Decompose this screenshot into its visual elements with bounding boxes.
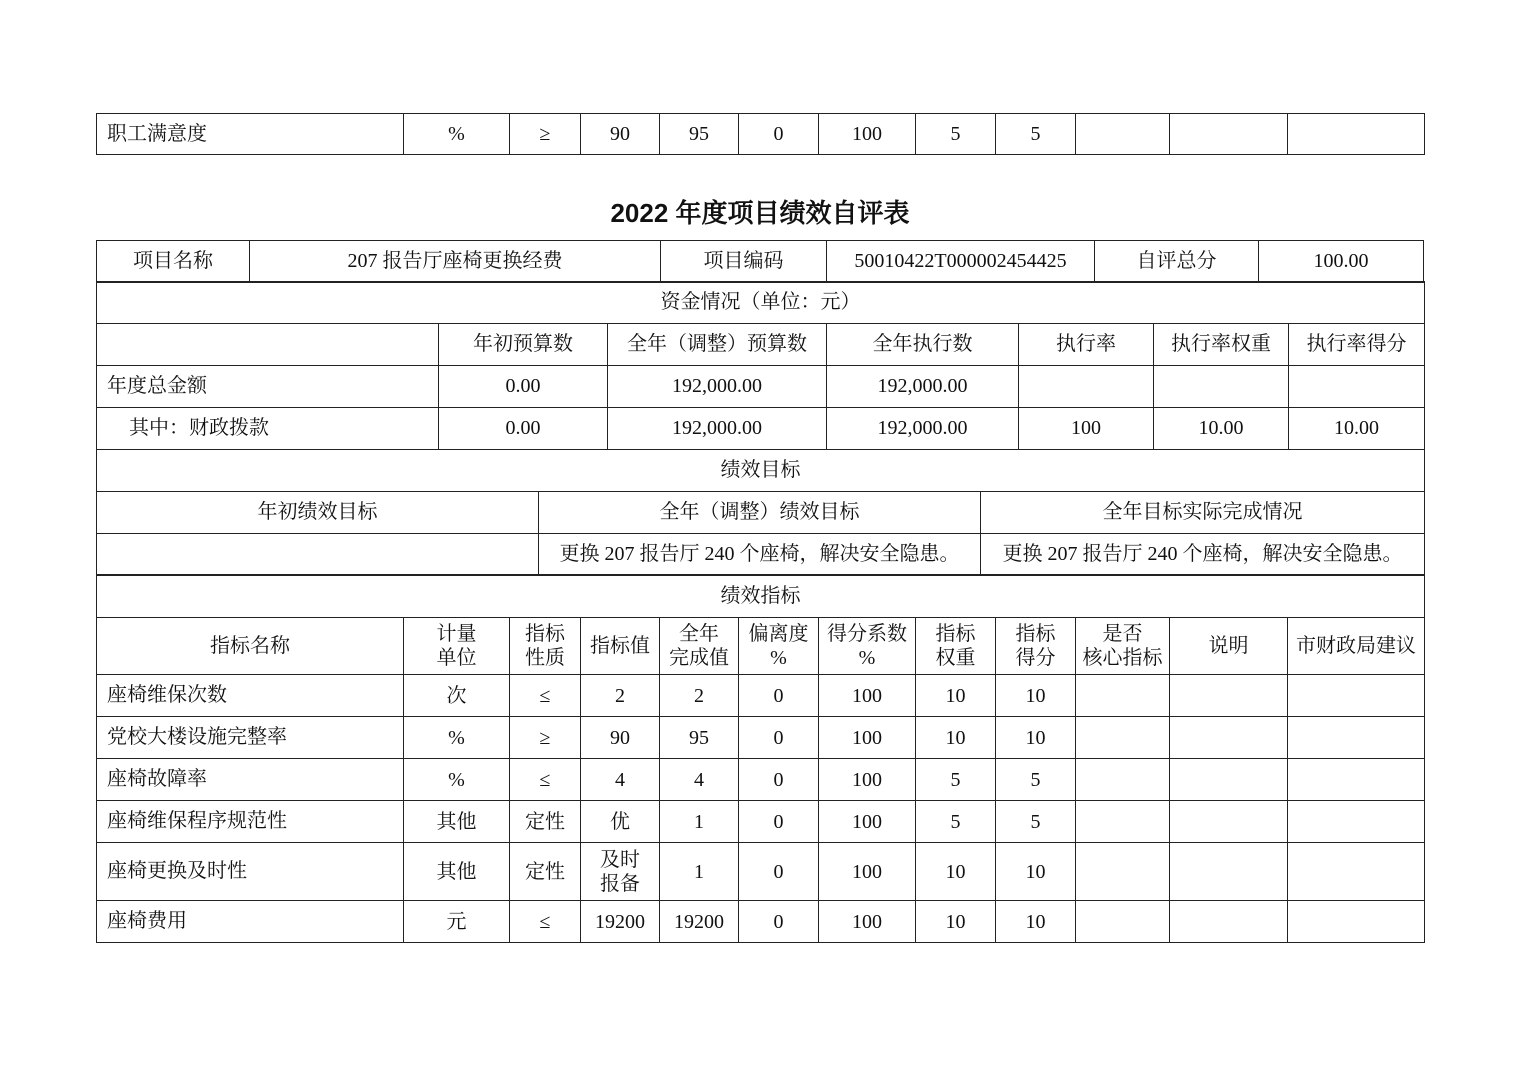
project-row [97, 241, 1424, 283]
project-code-label: 项目编码 [661, 241, 827, 283]
table-cell [1170, 801, 1288, 843]
project-info-table [96, 240, 1424, 283]
table-cell: 100 [819, 759, 916, 801]
table-cell: 10 [916, 717, 996, 759]
section-header [97, 450, 1425, 492]
column-header [97, 324, 439, 366]
goals-header-row [97, 492, 1425, 534]
table-cell: 100 [819, 717, 916, 759]
table-cell: 4 [581, 759, 660, 801]
indicator-row [97, 801, 1425, 843]
table-cell: 10 [996, 843, 1076, 901]
table-cell [1076, 901, 1170, 943]
table-cell: 4 [660, 759, 739, 801]
table-cell: 座椅更换及时性 [97, 843, 404, 901]
table-cell: 1 [660, 843, 739, 901]
funds-row [97, 408, 1425, 450]
table-cell: 0 [739, 901, 819, 943]
column-header: 指标 权重 [916, 618, 996, 675]
column-header: 得分系数 % [819, 618, 916, 675]
table-cell [1076, 843, 1170, 901]
table-cell: 1 [660, 801, 739, 843]
table-cell: 5 [996, 801, 1076, 843]
column-header: 全年（调整）预算数 [608, 324, 827, 366]
table-cell: 100 [819, 801, 916, 843]
column-header: 指标 性质 [510, 618, 581, 675]
table-cell: 100 [819, 114, 916, 155]
goal-text: 更换 207 报告厅 240 个座椅，解决安全隐患。 [539, 534, 981, 576]
table-cell: 100 [1019, 408, 1154, 450]
table-cell [1288, 717, 1425, 759]
table-cell [1170, 717, 1288, 759]
table-cell [1288, 114, 1425, 155]
table-cell: 10 [996, 901, 1076, 943]
table-cell: 0.00 [439, 408, 608, 450]
table-cell: 90 [581, 717, 660, 759]
goal-text [97, 534, 539, 576]
column-header: 执行率权重 [1154, 324, 1289, 366]
indicator-row [97, 675, 1425, 717]
column-header: 年初预算数 [439, 324, 608, 366]
table-cell: 其他 [404, 801, 510, 843]
column-header: 说明 [1170, 618, 1288, 675]
table-cell: % [404, 717, 510, 759]
table-cell: ≥ [510, 717, 581, 759]
column-header: 市财政局建议 [1288, 618, 1425, 675]
column-header: 指标名称 [97, 618, 404, 675]
table-cell: 定性 [510, 843, 581, 901]
table-cell [1170, 759, 1288, 801]
column-header: 全年执行数 [827, 324, 1019, 366]
table-cell: 192,000.00 [608, 408, 827, 450]
table-cell: % [404, 114, 510, 155]
table-row [97, 114, 1425, 155]
table-cell: 5 [916, 114, 996, 155]
table-cell: 2 [660, 675, 739, 717]
table-cell [1170, 675, 1288, 717]
table-cell: 10 [916, 675, 996, 717]
table-cell: 0 [739, 843, 819, 901]
table-cell: 0 [739, 801, 819, 843]
column-header: 是否 核心指标 [1076, 618, 1170, 675]
table-cell: 10 [996, 675, 1076, 717]
indicators-header-row [97, 618, 1425, 675]
goals-section-title: 绩效目标 [97, 450, 1425, 492]
table-cell: 座椅维保次数 [97, 675, 404, 717]
table-cell: ≤ [510, 759, 581, 801]
table-cell [1288, 801, 1425, 843]
table-cell [1076, 675, 1170, 717]
table-cell: ≥ [510, 114, 581, 155]
indicators-section-title: 绩效指标 [97, 575, 1425, 618]
table-cell: 座椅故障率 [97, 759, 404, 801]
table-cell: 0 [739, 114, 819, 155]
project-code: 50010422T000002454425 [827, 241, 1095, 283]
column-header: 全年（调整）绩效目标 [539, 492, 981, 534]
funds-row [97, 366, 1425, 408]
funds-table [96, 281, 1425, 450]
table-cell: 0 [739, 717, 819, 759]
table-cell [1076, 759, 1170, 801]
table-cell [1076, 801, 1170, 843]
indicator-row [97, 843, 1425, 901]
table-cell [1288, 843, 1425, 901]
table-cell: 职工满意度 [97, 114, 404, 155]
column-header: 执行率得分 [1289, 324, 1425, 366]
table-cell: 10 [916, 901, 996, 943]
table-cell: 0 [739, 759, 819, 801]
table-cell: 192,000.00 [827, 408, 1019, 450]
table-cell: 5 [996, 759, 1076, 801]
table-cell [1076, 114, 1170, 155]
table-cell: 座椅费用 [97, 901, 404, 943]
table-cell: 定性 [510, 801, 581, 843]
funds-section-title: 资金情况（单位：元） [97, 282, 1425, 324]
indicator-row [97, 717, 1425, 759]
column-header: 偏离度 % [739, 618, 819, 675]
table-cell: 5 [916, 759, 996, 801]
table-cell: 其中：财政拨款 [97, 408, 439, 450]
total-score: 100.00 [1259, 241, 1424, 283]
table-cell: 年度总金额 [97, 366, 439, 408]
table-cell: 2 [581, 675, 660, 717]
column-header: 年初绩效目标 [97, 492, 539, 534]
funds-header-row [97, 324, 1425, 366]
indicator-table-continued [96, 113, 1425, 155]
table-cell [1170, 843, 1288, 901]
column-header: 全年 完成值 [660, 618, 739, 675]
goals-row [97, 534, 1425, 576]
table-cell: 192,000.00 [827, 366, 1019, 408]
section-header [97, 575, 1425, 618]
table-cell: 其他 [404, 843, 510, 901]
table-cell: 100 [819, 675, 916, 717]
table-cell: 座椅维保程序规范性 [97, 801, 404, 843]
table-cell: 5 [916, 801, 996, 843]
table-cell: 5 [996, 114, 1076, 155]
page-title: 2022 年度项目绩效自评表 [610, 198, 910, 228]
table-cell: 95 [660, 114, 739, 155]
table-cell: 10.00 [1154, 408, 1289, 450]
table-cell: 19200 [660, 901, 739, 943]
column-header: 执行率 [1019, 324, 1154, 366]
table-cell: 次 [404, 675, 510, 717]
project-name-label: 项目名称 [97, 241, 250, 283]
total-score-label: 自评总分 [1095, 241, 1259, 283]
indicators-table [96, 574, 1425, 943]
table-cell [1289, 366, 1425, 408]
table-cell: 0.00 [439, 366, 608, 408]
table-cell: ≤ [510, 675, 581, 717]
table-cell: 0 [739, 675, 819, 717]
table-cell [1288, 675, 1425, 717]
table-cell [1170, 114, 1288, 155]
table-cell [1170, 901, 1288, 943]
table-cell: 党校大楼设施完整率 [97, 717, 404, 759]
table-cell: 100 [819, 901, 916, 943]
column-header: 计量 单位 [404, 618, 510, 675]
table-cell [1019, 366, 1154, 408]
table-cell: 100 [819, 843, 916, 901]
table-cell: 95 [660, 717, 739, 759]
table-cell: 192,000.00 [608, 366, 827, 408]
table-cell [1288, 759, 1425, 801]
goal-text: 更换 207 报告厅 240 个座椅，解决安全隐患。 [981, 534, 1425, 576]
table-cell [1154, 366, 1289, 408]
column-header: 指标值 [581, 618, 660, 675]
table-cell: 元 [404, 901, 510, 943]
column-header: 全年目标实际完成情况 [981, 492, 1425, 534]
indicator-row [97, 901, 1425, 943]
table-cell: % [404, 759, 510, 801]
table-cell [1076, 717, 1170, 759]
table-cell: 10 [996, 717, 1076, 759]
table-cell: 10 [916, 843, 996, 901]
indicator-row [97, 759, 1425, 801]
goals-table [96, 449, 1425, 576]
table-cell [1288, 901, 1425, 943]
table-cell: ≤ [510, 901, 581, 943]
project-name: 207 报告厅座椅更换经费 [250, 241, 661, 283]
section-header [97, 282, 1425, 324]
table-cell: 优 [581, 801, 660, 843]
table-cell: 及时 报备 [581, 843, 660, 901]
table-cell: 19200 [581, 901, 660, 943]
column-header: 指标 得分 [996, 618, 1076, 675]
table-cell: 10.00 [1289, 408, 1425, 450]
table-cell: 90 [581, 114, 660, 155]
